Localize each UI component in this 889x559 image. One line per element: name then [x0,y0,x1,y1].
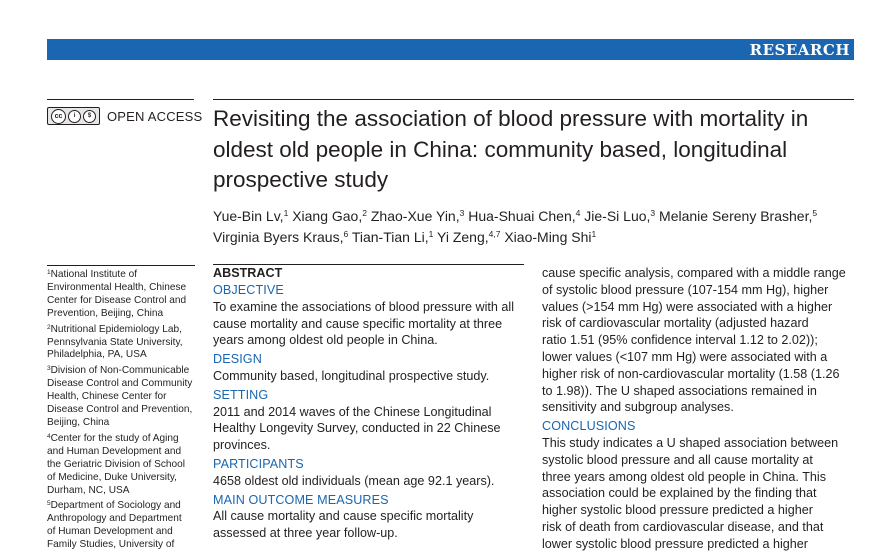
author-name: Xiao-Ming Shi [504,228,592,245]
author-name: Zhao-Xue Yin, [370,208,460,224]
affiliation-line: Family Studies, University of [47,539,175,551]
text-line: This study indicates a U shaped association between [542,435,839,450]
affiliation-line: Philadelphia, PA, USA [47,349,147,361]
abstract-left-column [213,265,533,544]
affiliation [47,433,202,498]
author-affiliation-ref: 3 [650,208,656,218]
text-line: cause specific analysis, compared with a middle range [542,266,846,280]
affiliation [47,324,202,363]
author-list [213,206,858,247]
author-affiliation-ref: 1 [428,228,434,239]
author-name: Tian-Tian Li, [351,228,429,245]
affiliations-list [47,269,202,555]
text-line: lower values (<107 mm Hg) were associated with a [542,349,828,364]
affiliation-line: and Human Development and [47,445,182,457]
affiliation-line: of Human Development and [47,526,173,538]
author-name: Yue-Bin Lv, [213,208,284,224]
text-line: three years among oldest old people in China. This [542,469,826,484]
noncommercial-icon: $ [83,110,96,123]
outcome-measures-text [213,508,533,542]
attribution-icon: i [68,110,81,123]
author-affiliation-ref: 4 [575,208,581,218]
affiliation-line: Pennsylvania State University, [47,336,183,348]
article-title [213,104,833,196]
abstract-heading: ABSTRACT [213,266,283,280]
text-line: Healthy Longevity Survey, conducted in 22 Chinese [213,421,501,436]
abstract-right-column [542,265,862,555]
author-affiliation-ref: 6 [343,228,349,239]
affiliation-number: 1 [47,269,51,276]
text-line: To examine the associations of blood pressure with all [213,299,515,314]
text-line: sensitivity and subgroup analyses. [542,400,734,415]
title-line: Revisiting the association of blood pressure with mortality in [213,106,809,131]
text-line: association could be explained by the finding that [542,486,817,501]
author-affiliation-ref: 4,7 [488,228,501,239]
affiliation-line: Durham, NC, USA [47,484,130,496]
author-name: Virginia Byers Kraus, [213,228,344,245]
author-affiliation-ref: 1 [283,208,289,218]
side-divider [47,99,194,100]
affiliation-number: 4 [47,432,51,440]
text-line: to 1.98)). The U shaped associations remained in [542,383,817,398]
text-line: cause mortality and cause specific mortality at three [213,316,503,331]
author-name: Yi Zeng, [437,228,489,245]
conclusions-text [542,435,862,553]
results-continuation [542,265,862,416]
text-line: provinces. [213,438,271,453]
text-line: higher systolic blood pressure predicted a higher [542,503,813,518]
affiliation-line: Prevention, Beijing, China [47,307,164,319]
affiliation-number: 3 [47,365,51,373]
affiliation-line: Beijing, China [47,416,110,428]
text-line: systolic blood pressure and all cause mortality at [542,452,813,467]
author-affiliation-ref: 2 [362,208,367,218]
affiliation-line: Health, Chinese Center for [47,391,167,403]
affiliation-line: Nutritional Epidemiology Lab, [50,323,182,335]
text-line: All cause mortality and cause specific mortality [213,509,474,524]
author-name: Jie-Si Luo, [584,208,651,224]
affiliation-line: of Medicine, Duke University, [47,471,177,483]
text-line: Community based, longitudinal prospective study. [213,368,490,383]
setting-heading: SETTING [213,387,269,402]
affiliation-line: Center for the study of Aging [50,432,179,444]
text-line: ratio 1.51 (95% confidence interval 1.12 to 2.02)); [542,333,818,348]
text-line: 4658 oldest old individuals (mean age 92.1 years). [213,473,495,488]
author-affiliation-ref: 1 [591,228,597,239]
affiliation [47,500,202,552]
conclusions-heading: CONCLUSIONS [542,419,636,434]
creative-commons-icon [47,107,100,125]
affiliation-line: Disease Control and Community [47,378,193,390]
title-divider [213,99,854,100]
text-line: risk of death from cardiovascular disease, and that [542,519,824,534]
affiliation-line: Department of Sociology and [50,500,181,512]
author-affiliation-ref: 5 [812,208,818,218]
text-line: lower systolic blood pressure predicted a higher [542,536,809,551]
open-access-indicator [47,107,202,125]
title-line: prospective study [213,167,389,192]
text-line: values (>154 mm Hg) were associated with a higher [542,299,833,314]
outcome-measures-heading: MAIN OUTCOME MEASURES [213,492,389,507]
affiliation-line: Disease Control and Prevention, [47,404,193,416]
design-text [213,368,533,385]
open-access-label: OPEN ACCESS [107,108,203,124]
affiliation-number: 2 [47,323,51,331]
affiliation [47,365,202,430]
text-line: years among oldest old people in China. [213,333,438,348]
affiliation-line: Anthropology and Department [47,513,182,525]
author-name: Xiang Gao, [292,208,363,224]
affiliation-line: Environmental Health, Chinese [47,281,187,293]
text-line: 2011 and 2014 waves of the Chinese Longitudinal [213,404,492,419]
affiliation-line: Division of Non-Communicable [50,365,190,377]
cc-symbol-icon: cc [51,109,66,124]
section-label: RESEARCH [749,41,850,59]
title-line: oldest old people in China: community based, longitudinal [213,136,788,162]
participants-heading: PARTICIPANTS [213,456,304,471]
setting-text [213,404,533,454]
author-affiliation-ref: 3 [459,208,465,218]
affiliation-line: the Geriatric Division of School [47,458,186,470]
author-name: Hua-Shuai Chen, [468,208,576,224]
text-line: of systolic blood pressure (107-154 mm Hg), higher [542,282,829,297]
objective-text [213,299,533,349]
objective-heading: OBJECTIVE [213,283,284,297]
text-line: risk of cardiovascular mortality (adjusted hazard [542,316,809,331]
text-line: assessed at three year follow-up. [213,526,398,541]
author-name: Melanie Sereny Brasher, [659,208,813,224]
affiliation-line: National Institute of [50,269,138,280]
affiliation-line: Center for Disease Control and [47,294,187,306]
section-banner [47,39,854,60]
design-heading: DESIGN [213,352,262,367]
affiliations-divider [47,265,195,266]
affiliation-number: 5 [47,500,51,508]
text-line: higher risk of non-cardiovascular mortality (1.58 (1.26 [542,366,840,381]
participants-text [213,473,533,490]
affiliation [47,269,202,321]
